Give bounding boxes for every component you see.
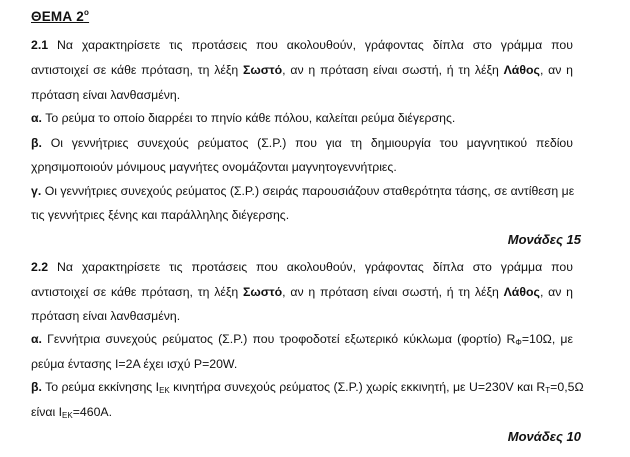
- q21-correct-word: Σωστό: [242, 63, 283, 77]
- q21-intro-line1: [31, 37, 573, 53]
- q22-b-label: β.: [31, 380, 42, 394]
- q22-a-subscript: Φ: [515, 338, 522, 347]
- q22-intro-text2c: , αν η: [539, 285, 573, 299]
- q21-c-label: γ.: [31, 184, 42, 198]
- q22-a-label: α.: [31, 332, 42, 346]
- q22-a-text1a: Γεννήτρια συνεχούς ρεύματος (Σ.Ρ.) που τροφοδοτεί εξωτερικό κύκλωμα (φορτίο) R: [47, 332, 516, 346]
- q21-b-label: β.: [31, 136, 42, 150]
- section-title: [31, 8, 89, 24]
- q22-number: 2.2: [31, 260, 49, 274]
- q22-b-text2b: =460Α.: [72, 405, 113, 419]
- q21-statement-b-line1: [31, 135, 573, 151]
- q22-b-subscript1: ΕΚ: [159, 386, 170, 395]
- q22-intro-text2a: αντιστοιχεί σε κάθε πρόταση, τη λέξη: [31, 285, 243, 299]
- q21-statement-a: [31, 110, 573, 126]
- q21-number: 2.1: [31, 38, 49, 52]
- q22-b-subscript3: ΕΚ: [62, 411, 73, 420]
- section-title-superscript: ο: [83, 8, 90, 17]
- q22-statement-b-line2: [31, 404, 573, 424]
- q22-b-text1c: =0,5Ω: [550, 380, 584, 394]
- q22-intro-line3: πρόταση είναι λανθασμένη.: [31, 309, 181, 323]
- q22-intro-text1: Να χαρακτηρίσετε τις προτάσεις που ακολουθούν, γράφοντας δίπλα στο γράμμα που: [57, 260, 573, 274]
- q21-statement-c-line2: τις γεννήτριες ξένης και παράλληλης διέγερσης.: [31, 208, 290, 222]
- q21-intro-text1: Να χαρακτηρίσετε τις προτάσεις που ακολουθούν, γράφοντας δίπλα στο γράμμα που: [57, 38, 573, 52]
- q21-wrong-word: Λάθος: [503, 63, 540, 77]
- q21-b-text1: Οι γεννήτριες συνεχούς ρεύματος (Σ.Ρ.) που για τη δημιουργία του μαγνητικού πεδίου: [50, 136, 573, 150]
- q22-statement-a-line1: [31, 331, 573, 351]
- q22-intro-text2b: , αν η πρόταση είναι σωστή, ή τη λέξη: [282, 285, 504, 299]
- q22-statement-a-line2: ρεύμα έντασης Ι=2Α έχει ισχύ P=20W.: [31, 357, 238, 371]
- q21-intro-text2b: , αν η πρόταση είναι σωστή, ή τη λέξη: [282, 63, 504, 77]
- q22-b-text1b: κινητήρα συνεχούς ρεύματος (Σ.Ρ.) χωρίς εκκινητή, με U=230V και R: [169, 380, 546, 394]
- q21-statement-c-line1: [31, 183, 573, 199]
- q22-b-text2a: είναι Ι: [31, 405, 63, 419]
- q21-c-text1: Οι γεννήτριες συνεχούς ρεύματος (Σ.Ρ.) σειράς παρουσιάζουν σταθερότητα τάσης, σε αντίθεση με: [44, 184, 575, 198]
- q21-intro-text2a: αντιστοιχεί σε κάθε πρόταση, τη λέξη: [31, 63, 243, 77]
- q21-statement-b-line2: χρησιμοποιούν μόνιμους μαγνήτες ονομάζονται μαγνητογεννήτριες.: [31, 160, 397, 174]
- q22-b-text1a: Το ρεύμα εκκίνησης Ι: [45, 380, 160, 394]
- q22-intro-line2: [31, 284, 573, 300]
- section-title-text: ΘΕΜΑ 2: [31, 9, 84, 24]
- q22-marks: Μονάδες 10: [507, 429, 581, 444]
- q21-intro-line2: [31, 62, 573, 78]
- q22-statement-b-line1: [31, 379, 584, 399]
- q22-intro-line1: [31, 259, 573, 275]
- q22-a-text1b: =10Ω, με: [521, 332, 573, 346]
- q22-wrong-word: Λάθος: [503, 285, 540, 299]
- q22-correct-word: Σωστό: [242, 285, 283, 299]
- q21-intro-line3: πρόταση είναι λανθασμένη.: [31, 88, 181, 102]
- q21-a-text: Το ρεύμα το οποίο διαρρέει το πηνίο κάθε πόλου, καλείται ρεύμα διέγερσης.: [45, 111, 456, 125]
- q21-intro-text2c: , αν η: [539, 63, 573, 77]
- q21-marks: Μονάδες 15: [507, 232, 581, 247]
- q21-a-label: α.: [31, 111, 42, 125]
- q22-b-subscript2: T: [545, 386, 551, 395]
